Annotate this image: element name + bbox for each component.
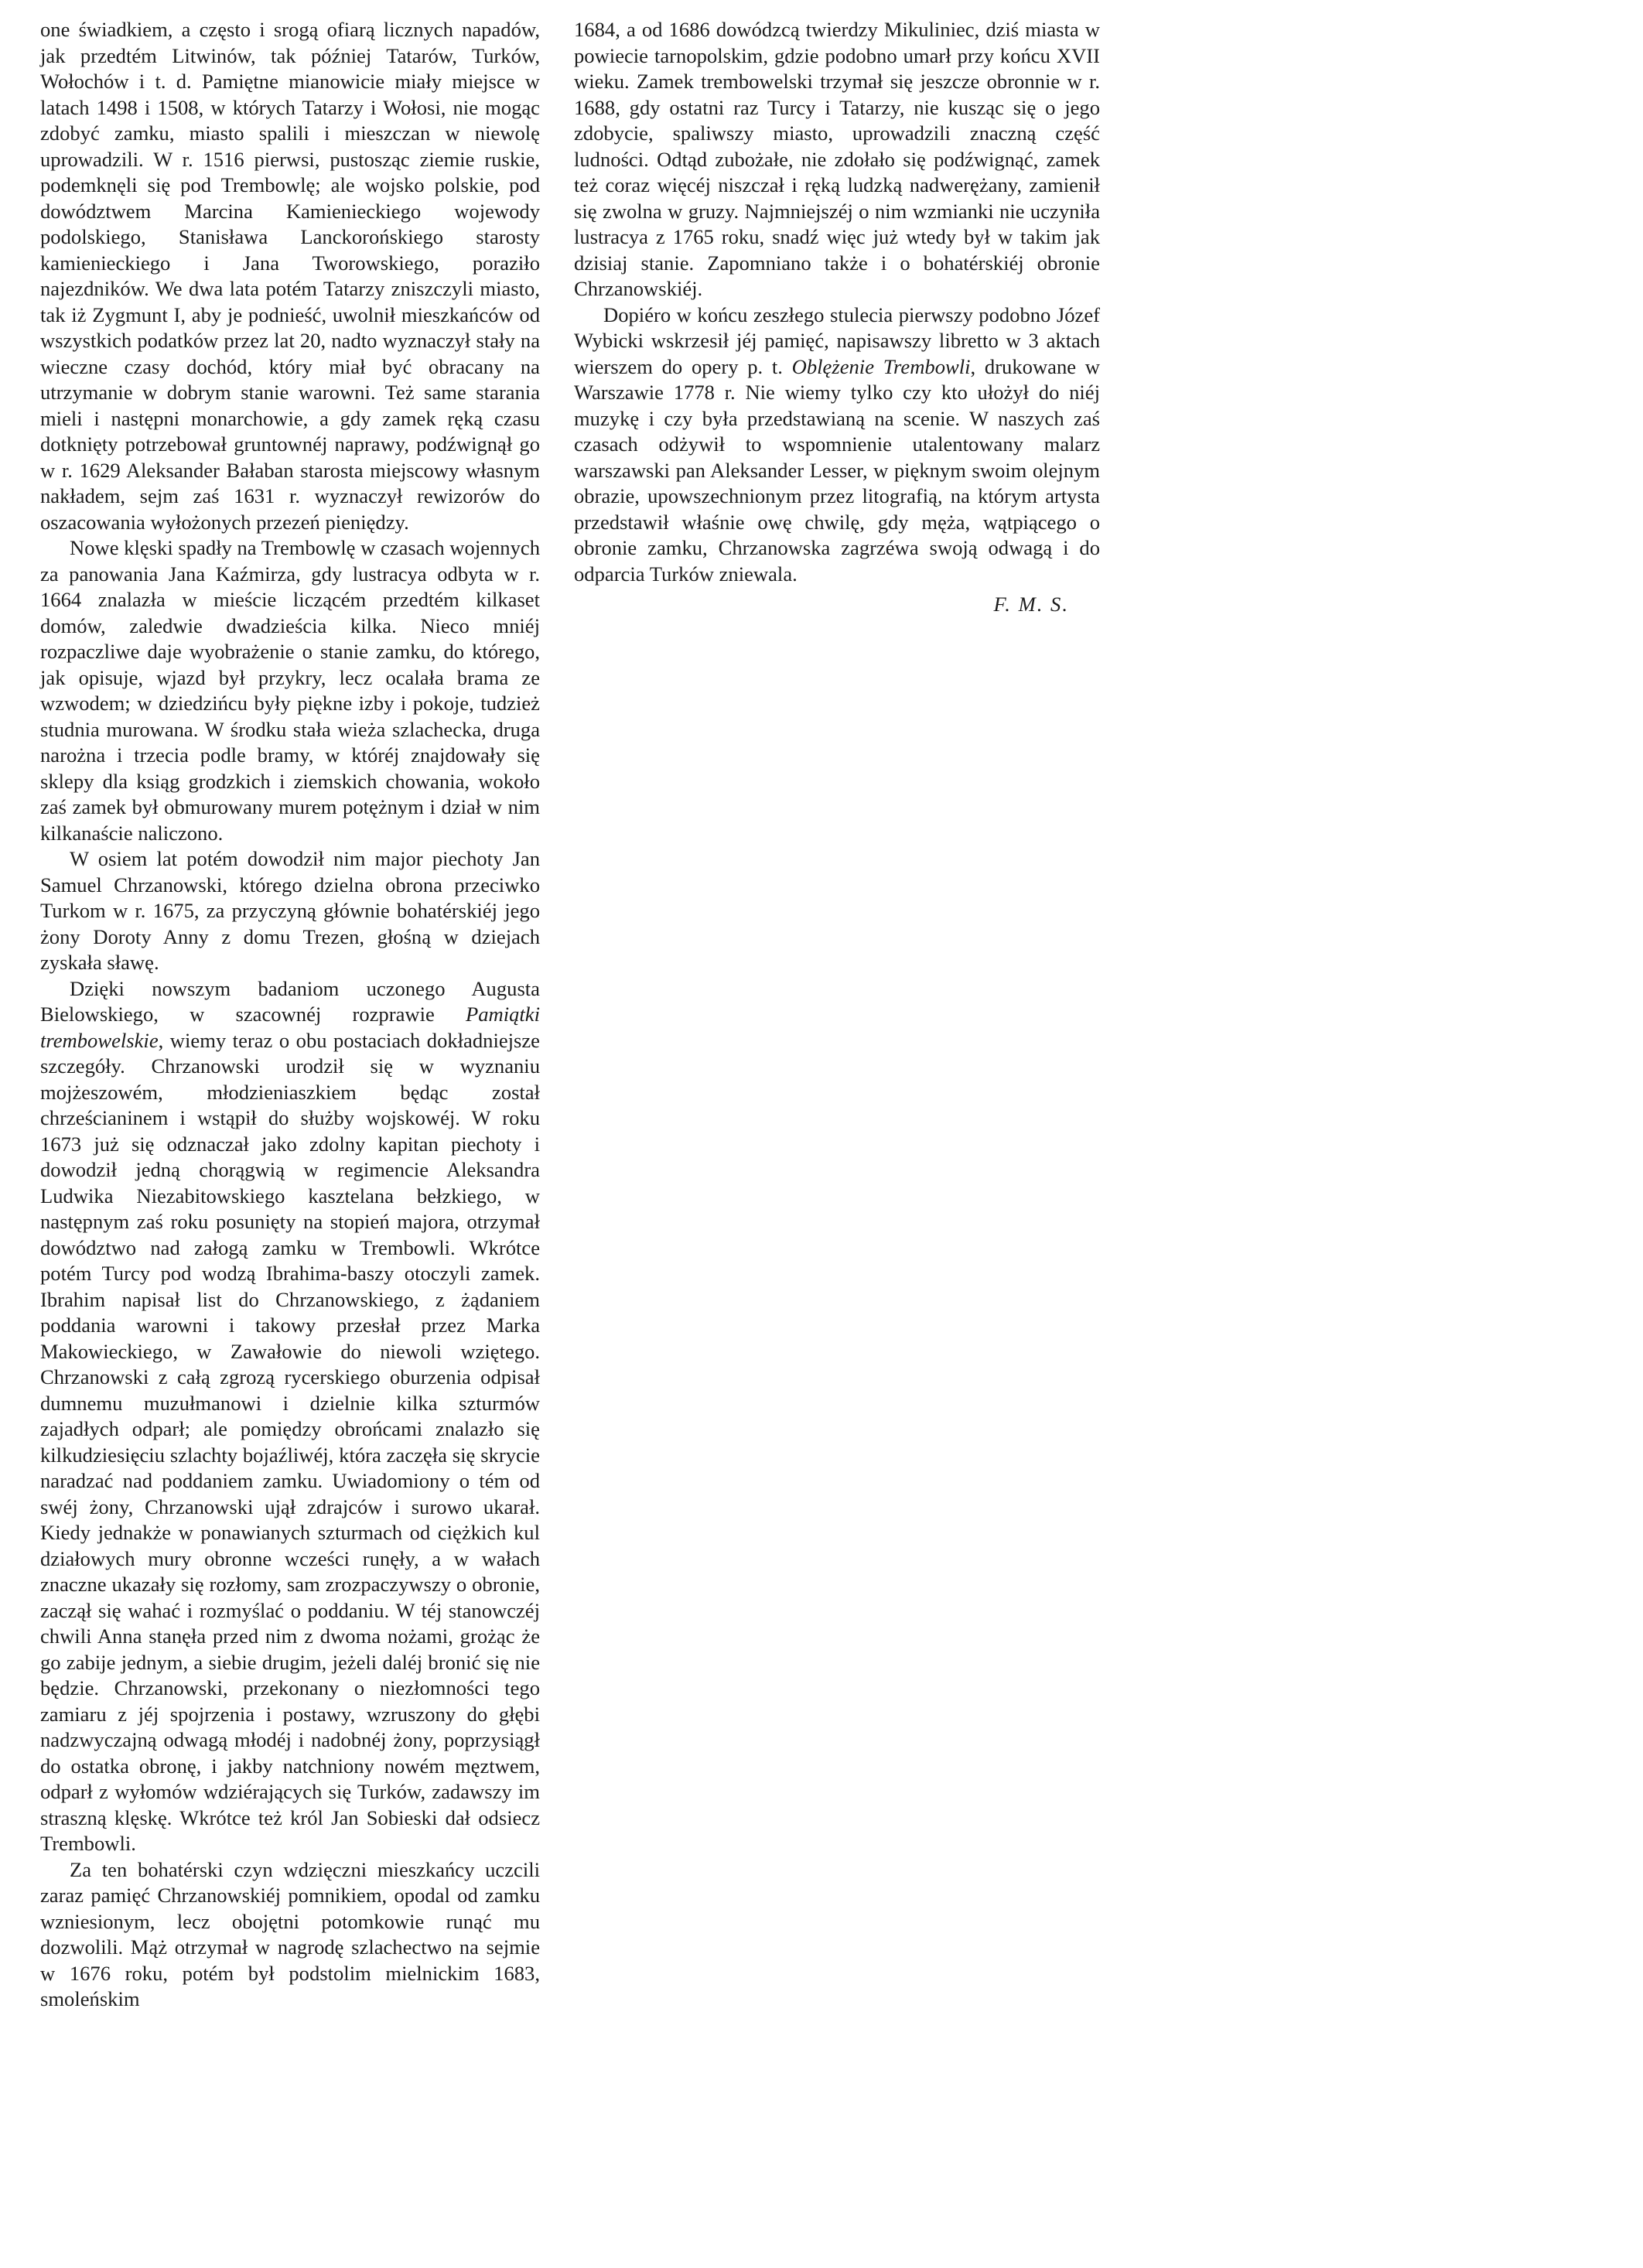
paragraph: 1684, a od 1686 dowódzcą twierdzy Mikuliniec, dziś miasta w powiecie tarnopolskim, gdzie podobno umarł przy końcu XVII wieku. Zamek trembowelski trzymał się jeszcze obronnie w r. 1688, gdy ostatni raz Turcy i Tatarzy, nie kusząc się o jego zdobycie, spaliwszy miasto, uprowadzili znaczną część ludności. Odtąd zubożałe, nie zdołało się podźwignąć, zamek też coraz więcéj niszczał i ręką ludzką nadwerężany, zamienił się zwolna w gruzy. Najmniejszéj o nim wzmianki nie uczyniła lustracya z 1765 roku, snadź więc już wtedy był w takim jak dzisiaj stanie. Zapomniano także i o bohatérskiéj obronie Chrzanowskiéj. [574, 18, 1100, 300]
paragraph-text: , wiemy teraz o obu postaciach dokładniejsze szczegóły. Chrzanowski urodził się w wyznaniu mojżeszowém, młodzieniaszkiem będąc został chrześcianinem i wstąpił do służby wojskowéj. W roku 1673 już się odznaczał jako zdolny kapitan piechoty i dowodził jedną chorągwią w regimencie Aleksandra Ludwika Niezabitowskiego kasztelana bełzkiego, w następnym zaś roku posunięty na stopień majora, otrzymał dowództwo nad załogą zamku w Trembowli. Wkrótce potém Turcy pod wodzą Ibrahima-baszy otoczyli zamek. Ibrahim napisał list do Chrzanowskiego, z żądaniem poddania warowni i takowy przesłał przez Marka Makowieckiego, w Zawałowie do niewoli wziętego. Chrzanowski z całą zgrozą rycerskiego oburzenia odpisał dumnemu muzułmanowi i dzielnie kilka szturmów zajadłych odparł; ale pomiędzy obrońcami znalazło się kilkudziesięciu szlachty bojaźliwéj, która zaczęła się skrycie naradzać nad poddaniem zamku. Uwiadomiony o tém od swéj żony, Chrzanowski ujął zdrajców i surowo ukarał. Kiedy jednakże w ponawianych szturmach od ciężkich kul działowych mury obronne wcześci runęły, a w wałach znaczne ukazały się rozłomy, sam zrozpaczywszy o obronie, zaczął się wahać i rozmyślać o poddaniu. W téj stanowczéj chwili Anna stanęła przed nim z dwoma nożami, grożąc że go zabije jednym, a siebie drugim, jeżeli daléj bronić się nie będzie. Chrzanowski, przekonany o niezłomności tego zamiaru z jéj spojrzenia i postawy, wzruszony do głębi nadzwyczajną odwagą młodéj i nadobnéj żony, poprzysiągł do ostatka obronę, i jakby natchniony nowém męztwem, odparł z wyłomów wdziérających się Turków, zadawszy im straszną klęskę. Wkrótce też król Jan Sobieski dał odsiecz Trembowli. [40, 1028, 540, 1855]
opera-title-italic: Oblężenie Trembowli [791, 354, 971, 378]
paragraph-text: , drukowane w Warszawie 1778 r. Nie wiemy tylko czy kto ułożył do niéj muzykę i czy była przedstawianą na scenie. W naszych zaś czasach odżywił to wspomnienie utalentowany malarz warszawski pan Aleksander Lesser, w pięknym swoim olejnym obrazie, upowszechnionym przez litografią, na którym artysta przedstawił właśnie owę chwilę, gdy męża, wątpiącego o obronie zamku, Chrzanowska zagrzéwa swoją odwagą i do odparcia Turków zniewala. [574, 354, 1100, 586]
paragraph [574, 302, 1100, 588]
paragraph: Nowe klęski spadły na Trembowlę w czasach wojennych za panowania Jana Kaźmirza, gdy lustracya odbyta w r. 1664 znalazła w mieście liczącém przedtém kilkaset domów, zaledwie dwadzieścia kilka. Nieco mniéj rozpaczliwe daje wyobrażenie o stanie zamku, do którego, jak opisuje, wjazd był przykry, lecz ocalała brama ze wzwodem; w dziedzińcu były piękne izby i pokoje, tudzież studnia murowana. W środku stała wieża szlachecka, druga narożna i trzecia podle bramy, w któréj znajdowały się sklepy dla ksiąg grodzkich i ziemskich chowania, wokoło zaś zamek był obmurowany murem potężnym i dział w nim kilkanaście naliczono. [40, 536, 540, 845]
paragraph-text: Dopiéro w końcu zeszłego stulecia pierwszy podobno Józef Wybicki wskrzesił jéj pamięć, napisawszy libretto w 3 aktach wierszem do opery p. t. [574, 302, 1100, 378]
paragraph [40, 976, 540, 1857]
author-signature: F. M. S. [993, 593, 1069, 616]
left-column [40, 17, 540, 2013]
paragraph: one świadkiem, a często i srogą ofiarą licznych napadów, jak przedtém Litwinów, tak później Tatarów, Turków, Wołochów i t. d. Pamiętne mianowicie miały miejsce w latach 1498 i 1508, w których Tatarzy i Wołosi, nie mogąc zdobyć zamku, miasto spalili i mieszczan w niewolę uprowadzili. W r. 1516 pierwsi, pustosząc ziemie ruskie, podemknęli się pod Trembowlę; ale wojsko polskie, pod dowództwem Marcina Kamienieckiego wojewody podolskiego, Stanisława Lanckorońskiego starosty kamienieckiego i Jana Tworowskiego, poraziło najezdników. We dwa lata potém Tatarzy zniszczyli miasto, tak iż Zygmunt I, aby je podnieść, uwolnił mieszkańców od wszystkich podatków przez lat 20, nadto wyznaczył stały na wieczne czasy dochód, który miał być obracany na utrzymanie w dobrym stanie warowni. Też same starania mieli i następni monarchowie, a gdy zamek ręką czasu dotknięty potrzebował gruntownéj naprawy, podźwignął go w r. 1629 Aleksander Bałaban starosta miejscowy własnym nakładem, sejm zaś 1631 r. wyznaczył rewizorów do oszacowania wyłożonych przezeń pieniędzy. [40, 18, 540, 534]
paragraph: Za ten bohatérski czyn wdzięczni mieszkańcy uczcili zaraz pamięć Chrzanowskiéj pomnikiem, opodal od zamku wzniesionym, lecz obojętni potomkowie runąć mu dozwolili. Mąż otrzymał w nagrodę szlachectwo na sejmie w 1676 roku, potém był podstolim mielnickim 1683, smoleńskim [40, 1857, 540, 2010]
paragraph-text: Dzięki nowszym badaniom uczonego Augusta Bielowskiego, w szacownéj rozprawie [40, 976, 540, 1026]
right-column [574, 17, 1100, 618]
book-title-italic: Pamiątki trembowelskie [40, 1002, 540, 1052]
paragraph: W osiem lat potém dowodził nim major piechoty Jan Samuel Chrzanowski, którego dzielna obrona przeciwko Turkom w r. 1675, za przyczyną głównie bohatérskiéj jego żony Doroty Anny z domu Trezen, głośną w dziejach zyskała sławę. [40, 847, 540, 974]
